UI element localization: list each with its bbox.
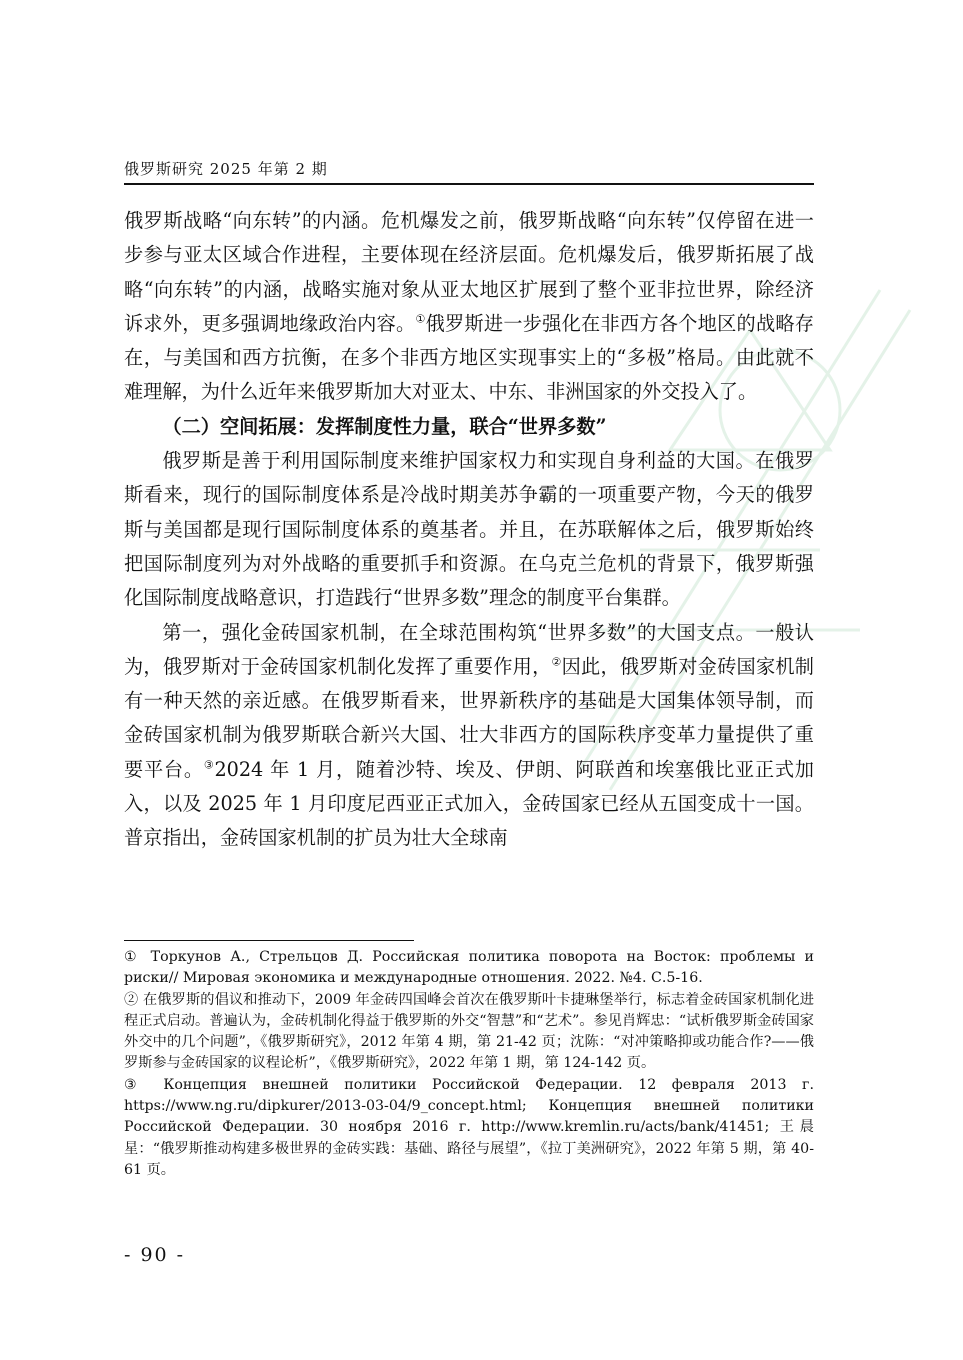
paragraph-3-part-c: 2024 年 1 月，随着沙特、埃及、伊朗、阿联酋和埃塞俄比亚正式加入，以及 2025 年 1 月印度尼西亚正式加入，金砖国家已经从五国变成十一国。普京指出，金砖国家机制的扩员为壮大全球南 (124, 757, 814, 850)
paragraph-1 (124, 204, 814, 410)
paragraph-1-text: 俄罗斯战略“向东转”的内涵。危机爆发之前，俄罗斯战略“向东转”仅停留在进一步参与亚太区域合作进程，主要体现在经济层面。危机爆发后，俄罗斯拓展了战略“向东转”的内涵，战略实施对象从亚太地区扩展到了整个亚非拉世界，除经济诉求外，更多强调地缘政治内容。 (124, 209, 814, 335)
footnote-1: ① Торкунов А., Стрельцов Д. Российская политика поворота на Восток: проблемы и риски// Мировая экономика и международные отношения. 2022. №4. С.5-16. (124, 949, 814, 987)
running-header: 俄罗斯研究 2025 年第 2 期 (124, 160, 328, 178)
page-number: - 90 - (124, 1244, 186, 1266)
section-heading: （二）空间拓展：发挥制度性力量，联合“世界多数” (162, 414, 607, 438)
footnote-ref-3[interactable]: ③ (203, 758, 215, 772)
paragraph-3 (124, 616, 814, 856)
header-rule (124, 183, 814, 185)
paragraph-2: 俄罗斯是善于利用国际制度来维护国家权力和实现自身利益的大国。在俄罗斯看来，现行的国际制度体系是冷战时期美苏争霸的一项重要产物，今天的俄罗斯与美国都是现行国际制度体系的奠基者。并且，在苏联解体之后，俄罗斯始终把国际制度列为对外战略的重要抓手和资源。在乌克兰危机的背景下，俄罗斯强化国际制度战略意识，打造践行“世界多数”理念的制度平台集群。 (124, 449, 814, 610)
footnotes (124, 947, 814, 1181)
paragraph-1-tail: 俄罗斯进一步强化在非西方各个地区的战略存在，与美国和西方抗衡，在多个非西方地区实现事实上的“多极”格局。由此就不难理解，为什么近年来俄罗斯加大对亚太、中东、非洲国家的外交投入了。 (124, 311, 814, 404)
body-text (124, 204, 814, 856)
footnote-separator (124, 940, 414, 941)
footnote-ref-2[interactable]: ② (551, 655, 562, 669)
paragraph-3-part-a: 第一，强化金砖国家机制，在全球范围构筑“世界多数”的大国支点。一般认为，俄罗斯对于金砖国家机制化发挥了重要作用， (124, 620, 814, 678)
paragraph-3-part-b: 因此，俄罗斯对金砖国家机制有一种天然的亲近感。在俄罗斯看来，世界新秩序的基础是大国集体领导制，而金砖国家机制为俄罗斯联合新兴大国、壮大非西方的国际秩序变革力量提供了重要平台。 (124, 654, 814, 781)
footnote-2: ② 在俄罗斯的倡议和推动下，2009 年金砖四国峰会首次在俄罗斯叶卡捷琳堡举行，标志着金砖国家机制化进程正式启动。普遍认为，金砖机制化得益于俄罗斯的外交“智慧”和“艺术”。参见肖辉忠：“试析俄罗斯金砖国家外交中的几个问题”，《俄罗斯研究》，2012 年第 4 期，第 21-42 页；沈陈：“对冲策略抑或功能合作?——俄罗斯参与金砖国家的议程论析”，《俄罗斯研究》，2022 年第 1 期，第 124-142 页。 (124, 991, 814, 1072)
footnote-3: ③ Концепция внешней политики Российской Федерации. 12 февраля 2013 г. https://www.ng.ru/dipkurer/2013-03-04/9_concept.html; Концепция внешней политики Российской Федерации. 30 ноября 2016 г. http://www.kremlin.ru/acts/bank/41451; 王晨星：“俄罗斯推动构建多极世界的金砖实践：基础、路径与展望”，《拉丁美洲研究》，2022 年第 5 期，第 40-61 页。 (124, 1076, 814, 1178)
footnote-ref-1[interactable]: ① (415, 312, 426, 326)
